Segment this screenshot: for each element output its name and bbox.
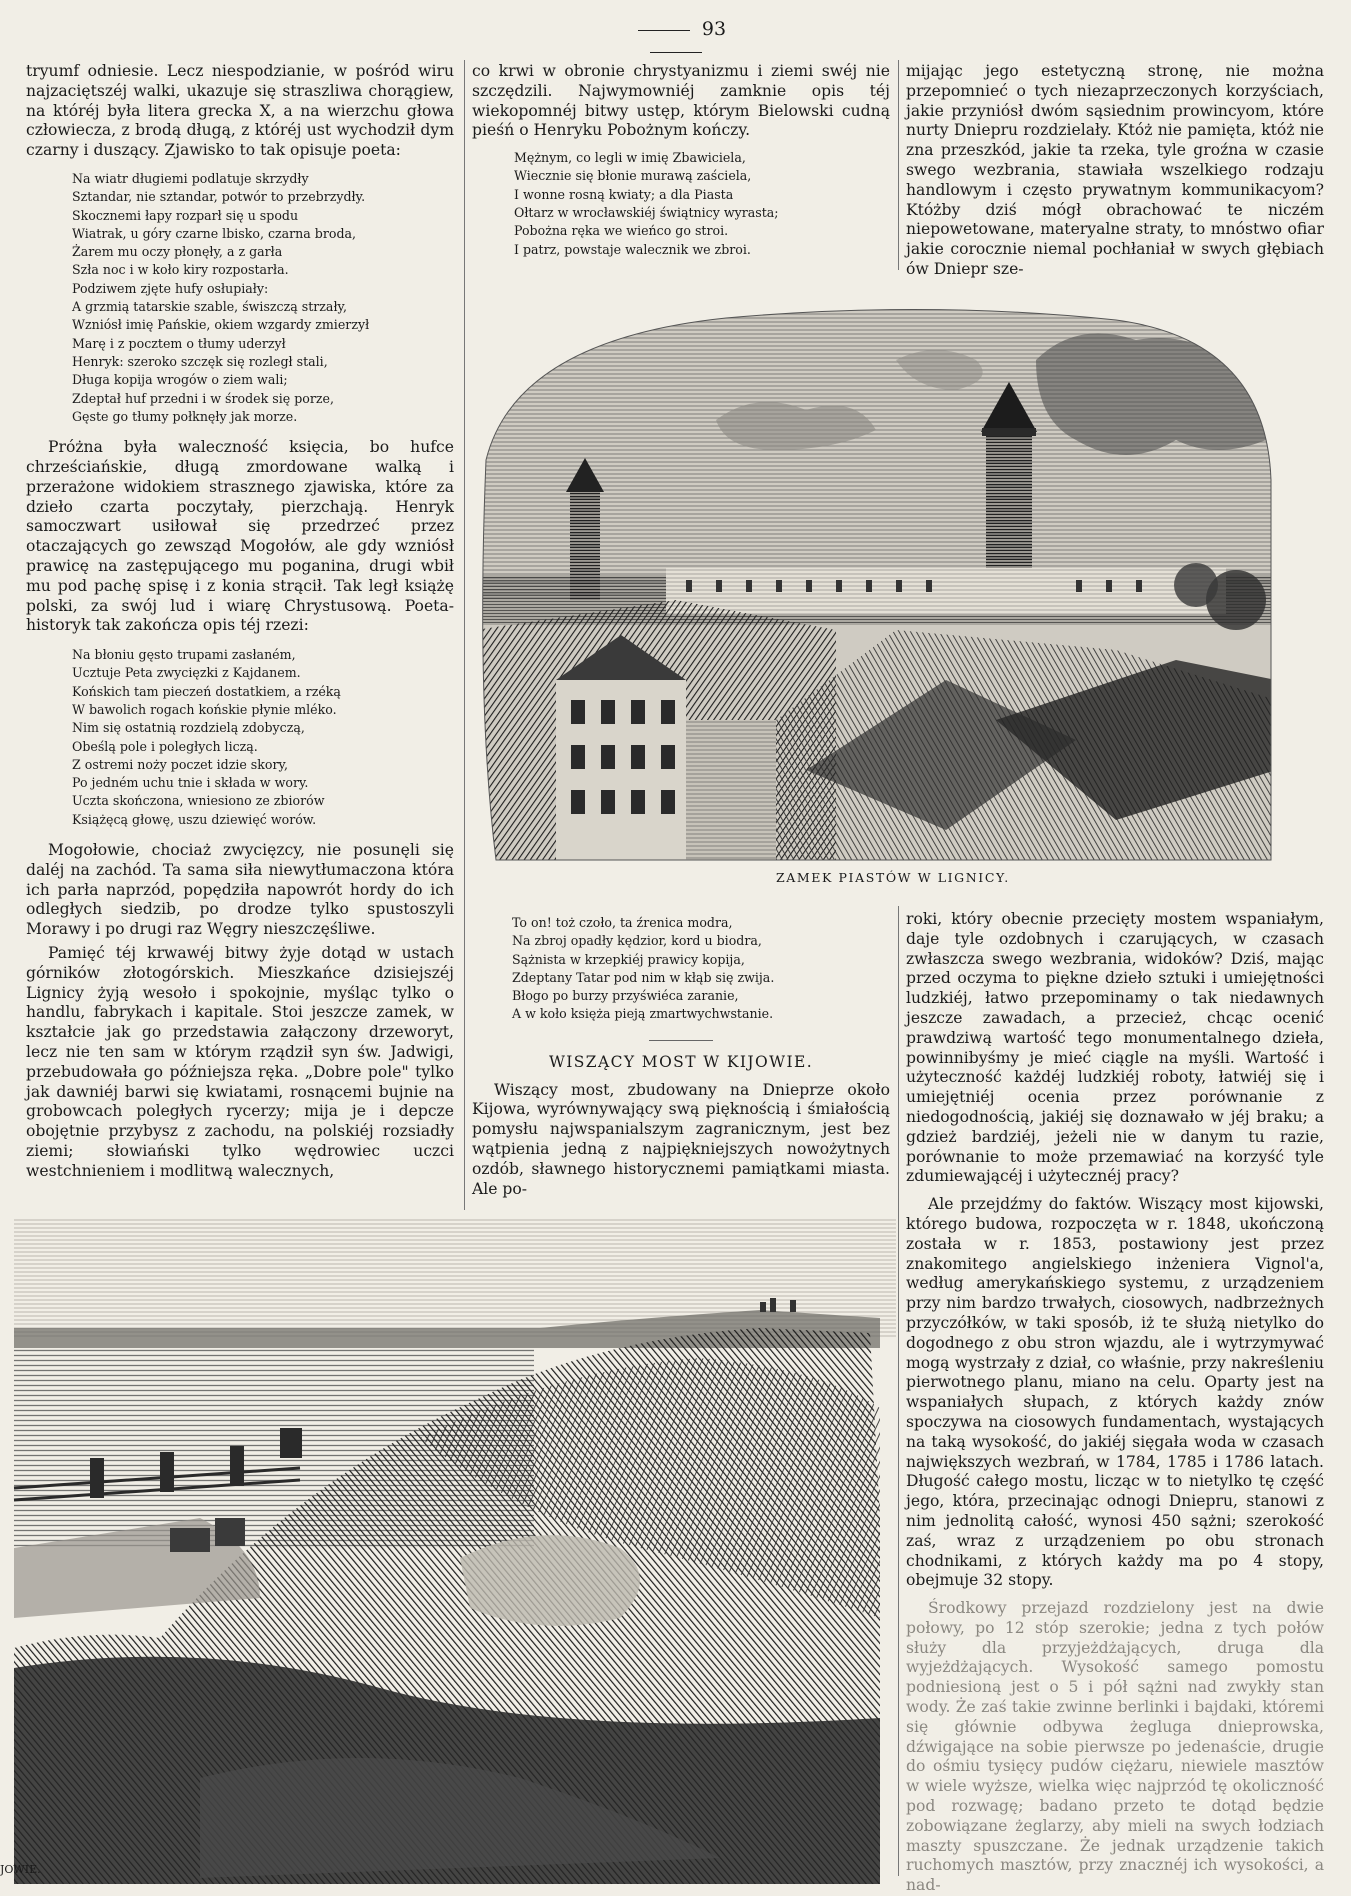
castle-engraving	[476, 300, 1276, 868]
col3-paragraph-4: Środkowy przejazd rozdzielony jest na dwie połowy, po 12 stóp szerokie; jedna z tych połów służy dla przyjeżdżających, druga dla wyjeżdżających. Wysokość samego pomostu podniesioną jest o 5 i pół sążni nad zwykły stan wody. Że zaś takie zwinne berlinki i bajdaki, któremi się głównie odbywa żegluga dnieprowska, dźwigające na sobie pierwsze po jedenaście, drugie do ośmiu tysięcy pudów ciężaru, niewiele masztów w wiele wyższe, wielka więc najprzód tę okoliczność pod rozwagę; badano przeto te dotąd będzie zobowiązane żeglarzy, aby mieli na swych łodziach maszty spuszczane. Że jednak urządzenie takich ruchomych masztów, przy znacznéj ich wysokości, a nad-	[906, 1599, 1324, 1895]
castle-engraving-image	[476, 300, 1276, 868]
page-number: 93	[596, 18, 756, 62]
col2-paragraph-2: Wiszący most, zbudowany na Dnieprze około Kijowa, wyrównywający swą pięknością i śmiałością pomysłu najwspanialszym zagranicznym, jest bez wątpienia jedną z najpiękniejszych nowożytnych ozdób, sławnego historycznemi pamiątkami miasta. Ale po-	[472, 1080, 890, 1198]
column-rule-2	[898, 60, 899, 270]
column-2-top	[472, 62, 890, 267]
column-rule-1	[464, 60, 465, 1210]
column-2-middle	[472, 914, 890, 1199]
col2-paragraph-1: co krwi w obronie chrystyanizmu i ziemi swéj nie szczędzili. Najwymowniéj zamknie opis téj wiekopomnéj bitwy ustęp, którym Bielowski cudną pieśń o Henryku Pobożnym kończy.	[472, 62, 890, 140]
col2-verse-1: Mężnym, co legli w imię Zbawiciela, Wiecznie się błonie murawą zaściela, I wonne rosną kwiaty; a dla Piasta Ołtarz w wrocławskiéj świątnicy wyrasta; Pobożna ręka we wieńco go stroi. I patrz, powstaje walecznik we zbroi.	[514, 150, 779, 257]
column-1	[26, 62, 454, 1182]
col3-paragraph-3: Ale przejdźmy do faktów. Wiszący most kijowski, którego budowa, rozpoczęta w r. 1848, ukończoną została w r. 1853, postawiony jest przez znakomitego angielskiego inżeniera Vignol'a, według amerykańskiego systemu, z urządzeniem przy nim bardzo trwałych, ciosowych, nadbrzeżnych przyczółków, w taki sposób, iż te służą nietylko do dogodnego z obu stron wjazdu, ale i wytrzymywać mogą wystrzały z dział, co właśnie, przy nakreśleniu pierwotnego planu, miano na celu. Oparty jest na wspaniałych słupach, z których każdy znów spoczywa na ciosowych fundamentach, wystających na taką wysokość, do jakiéj sięgała woda w czasach największych wezbrań, w 1784, 1785 i 1786 latach. Długość całego mostu, licząc w to nietylko tę część jego, która, przecinając odnogi Dniepru, stanowi z nim jednolitą całość, wynosi 450 sążni; szerokość zaś, wraz z urządzeniem po obu stronach chodnikami, z których każdy ma po 4 stopy, obejmuje 32 stopy.	[906, 1195, 1324, 1590]
col3-paragraph-1: mijając jego estetyczną stronę, nie można przepomnieć o tych niezaprzeczonych korzyściach, jakie przyniósł dwóm sąsiednim prowincyom, które nurty Dniepru rozdzielały. Któż nie pamięta, któż nie zna przeszkód, jakie ta rzeka, tyle groźna w czasie swego wezbrania, stawiała wszelkiego rodzaju handlowym i często prywatnym kommunikacyom? Któżby dziś mógł obrachować te niczém niepowetowane, materyalne straty, to mnóstwo ofiar jakie corocznie niemal pochłaniał w swych głębiach ów Dniepr sze-	[906, 62, 1324, 278]
col1-verse-1: Na wiatr długiemi podlatuje skrzydły Sztandar, nie sztandar, potwór to przebrzydły. Skocznemi łapy rozparł się u spodu Wiatrak, u góry czarne lbisko, czarna broda, Żarem mu oczy płonęły, a z garła Szła noc i w koło kiry rozpostarła. Podziwem zjęte hufy osłupiały: A grzmią tatarskie szable, świszczą strzały, Wzniósł imię Pańskie, okiem wzgardy zmierzył Marę i z pocztem o tłumy uderzył Henryk: szeroko szczęk się rozległ stali, Długa kopija wrogów o ziem wali; Zdeptał huf przedni i w środek się porze, Gęste go tłumy połknęły jak morze.	[72, 170, 370, 424]
column-3-top	[906, 62, 1324, 280]
castle-caption: ZAMEK PIASTÓW W LIGNICY.	[776, 870, 1010, 885]
section-title: WISZĄCY MOST W KIJOWIE.	[548, 1052, 814, 1071]
bridge-engraving-image	[0, 1218, 896, 1884]
col3-paragraph-2: roki, który obecnie przecięty mostem wspaniałym, daje tyle ozdobnych i czarujących, w czasach zwłaszcza swego wezbrania, widoków? Dziś, mając przed oczyma to piękne dzieło sztuki i umiejętności ludzkiéj, łatwo przepominamy o tak niedawnych jeszcze zawadach, a przecież, chcąc ocenić prawdziwą wartość tego monumentalnego dzieła, powinnibyśmy je mieć ciągle na myśli. Wartość i użyteczność każdéj ludzkiéj roboty, łatwiéj się i umiejętniéj ocenia przez porównanie z niedogodnością, jakiéj się doznawało w jéj braku; a gdzież bardziéj, jeżeli nie w danym tu razie, porównanie to może przemawiać na korzyść tyle zdumiewającéj i użytecznéj pracy?	[906, 910, 1324, 1186]
col1-paragraph-2: Próżna była waleczność księcia, bo hufce chrześciańskie, długą zmordowane walką i przerażone widokiem strasznego zjawiska, które za dzieło czarta poczytały, pierzchają. Henryk samoczwart usiłował się przedrzeć przez otaczających go zewsząd Mogołów, ale gdy wzniósł prawicę na zastępującego mu poganina, drugi wbił mu pod pachę spisę i z konia strącił. Tak legł książę polski, za swój lud i wiarę Chrystusową. Poeta-historyk tak zakończa opis téj rzezi:	[26, 438, 454, 635]
col1-paragraph-4: Pamięć téj krwawéj bitwy żyje dotąd w ustach górników złotogórskich. Mieszkańce dzisiejszéj Lignicy żyją wesoło i spokojnie, myśląc tylko o handlu, fabrykach i kapitale. Stoi jeszcze zamek, w kształcie jak go przedstawia załączony drzeworyt, lecz nie ten sam w którym rządził syn św. Jadwigi, przebudowała go późniejsza ręka. „Dobre pole" tylko jak dawniéj barwi się kwiatami, rosnącemi bujnie na grobowcach poległych rycerzy; mija je i depcze obojętnie przybysz z zachodu, na polskiéj rozsiadły ziemi; słowiański tylko wędrowiec uczci westchnieniem i modlitwą walecznych,	[26, 944, 454, 1180]
section-divider	[649, 1040, 713, 1041]
bridge-engraving	[0, 1218, 896, 1884]
col1-paragraph-3: Mogołowie, chociaż zwycięzcy, nie posunęli się daléj na zachód. Ta sama siła niewytłumaczona która ich parła naprzód, popędziła napowrót hordy do ich odległych siedzib, po drodze tylko spustoszyli Morawy i po drugi raz Węgry nieszczęśliwe.	[26, 841, 454, 939]
edge-fragment: JOWIE.	[0, 1863, 41, 1876]
col1-paragraph-1: tryumf odniesie. Lecz niespodzianie, w pośród wiru najzaciętszéj walki, ukazuje się straszliwa chorągiew, na któréj była litera grecka X, a na wierzchu głowa człowiecza, z brodą długą, z któréj ust wychodził dym czarny i duszący. Zjawisko to tak opisuje poeta:	[26, 62, 454, 160]
col2-verse-2: To on! toż czoło, ta źrenica modra, Na zbroj opadły kędzior, kord u biodra, Sążnista w krzepkiéj prawicy kopija, Zdeptany Tatar pod nim w kłąb się zwija. Błogo po burzy przyświéca zaranie, A w koło księża pieją zmartwychwstanie.	[512, 915, 775, 1022]
column-3-bottom	[906, 910, 1324, 1896]
column-rule-3	[898, 906, 899, 1876]
col1-verse-2: Na błoniu gęsto trupami zasłaném, Ucztuje Peta zwycięzki z Kajdanem. Końskich tam pieczeń dostatkiem, a rzéką W bawolich rogach końskie płynie mléko. Nim się ostatnią rozdzielą zdobyczą, Obeślą pole i poległych liczą. Z ostremi noży poczet idzie skory, Po jedném uchu tnie i składa w wory. Uczta skończona, wniesiono ze zbiorów Książęcą głowę, uszu dziewięć worów.	[72, 647, 341, 827]
col3-faded-text	[906, 1599, 1324, 1896]
